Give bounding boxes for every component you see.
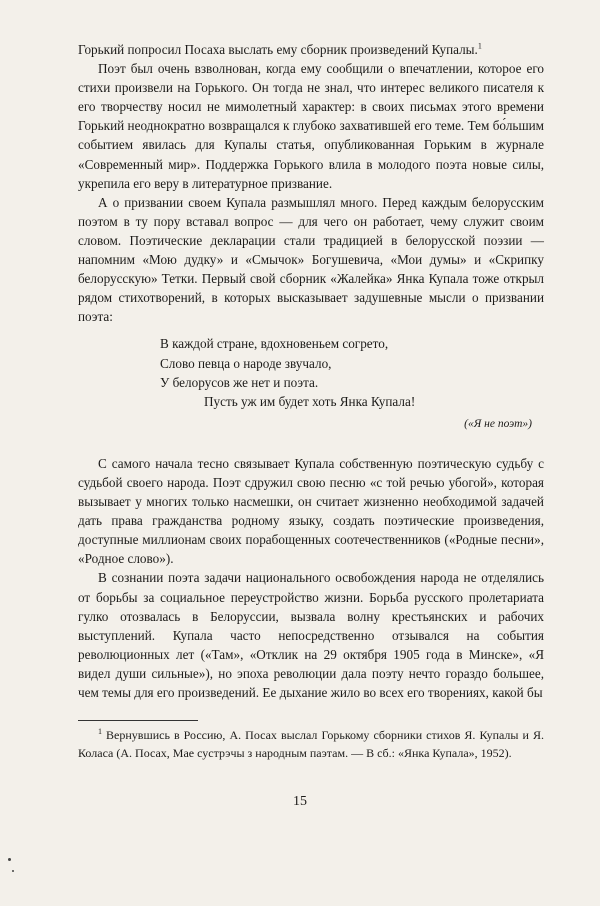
paragraph-4: С самого начала тесно связывает Купала собственную поэтическую судьбу с судьбой своего народа. Поэт сдружил свою песню «с той речью убогой», которая вызывает у многих только насмешки, он считает жизненно необходимой задачей дать права гражданства родному языку, создать поэтические произведения, доступные миллионам своих порабощенных соотечественников («Родные песни», «Родное слово»). (78, 455, 544, 567)
verse-line: У белорусов же нет и поэта. (160, 374, 319, 390)
paper-speck (8, 858, 11, 861)
footnote (78, 727, 544, 762)
paragraph-2: Поэт был очень взволнован, когда ему сообщили о впечатлении, которое его стихи произвели на Горького. Он тогда не знал, что интерес великого писателя к его творчеству носил не мимолетный характер: в своих письмах этого времени Горький неоднократно возвращался к глубоко захватившей его теме. Тем бо́льшим событием явилась для Купалы статья, опубликованная Горьким в журнале «Современный мир». Поддержка Горького влила в молодого поэта новые силы, укрепила его веру в литературное призвание. (78, 61, 544, 191)
verse-attribution: («Я не поэт») (464, 417, 532, 430)
footnote-number: 1 (98, 727, 102, 737)
paragraph-3: А о призвании своем Купала размышлял много. Перед каждым белорусским поэтом в ту пору вставал вопрос — для чего он работает, чему служит своим словом. Поэтические декларации стали традицией в белорусской поэзии — напомним «Мою дудку» и «Смычок» Богушевича, «Мои думы» и «Скрипку белорусскую» Тетки. Первый свой сборник «Жалейка» Янка Купала тоже открыл рядом стихотворений, в которых высказывает задушевные мысли о призвании поэта: (78, 194, 544, 325)
verse-quote (78, 334, 544, 410)
verse-line: Пусть уж им будет хоть Янка Купала! (204, 393, 416, 409)
verse-line: В каждой стране, вдохновеньем согрето, (160, 336, 389, 352)
paragraph-5: В сознании поэта задачи национального освобождения народа не отделялись от борьбы за социальное переустройство жизни. Борьба русского пролетариата гулко отозвалась в Белоруссии, вызвала волну крестьянских и рабочих выступлений. Купала часто непосредственно отзывался на события революционных лет («Там», «Отклик на 29 октября 1905 года в Минске», «Я видел души сильные»), но эпоха революции дала поэту нечто гораздо большее, чем темы для его произведений. Ее дыхание жило во всех его творениях, какой бы (78, 570, 544, 700)
footnote-marker: 1 (477, 41, 482, 51)
paragraph-1 (78, 40, 544, 59)
paragraph-1-text: Горький попросил Посаха выслать ему сборник произведений Купалы. (78, 42, 478, 57)
footnote-text: Вернувшись в Россию, А. Посах выслал Горькому сборники стихов Я. Купалы и Я. Коласа (А. Посах, Мае сустрэчы з народным паэтам. — В сб.: «Янка Купала», 1952). (78, 728, 544, 760)
verse-line: Слово певца о народе звучало, (160, 355, 332, 371)
paper-speck (12, 870, 14, 872)
page-number: 15 (293, 794, 307, 809)
page-body (78, 40, 544, 762)
spacer (78, 434, 544, 454)
footnote-rule (78, 720, 198, 721)
